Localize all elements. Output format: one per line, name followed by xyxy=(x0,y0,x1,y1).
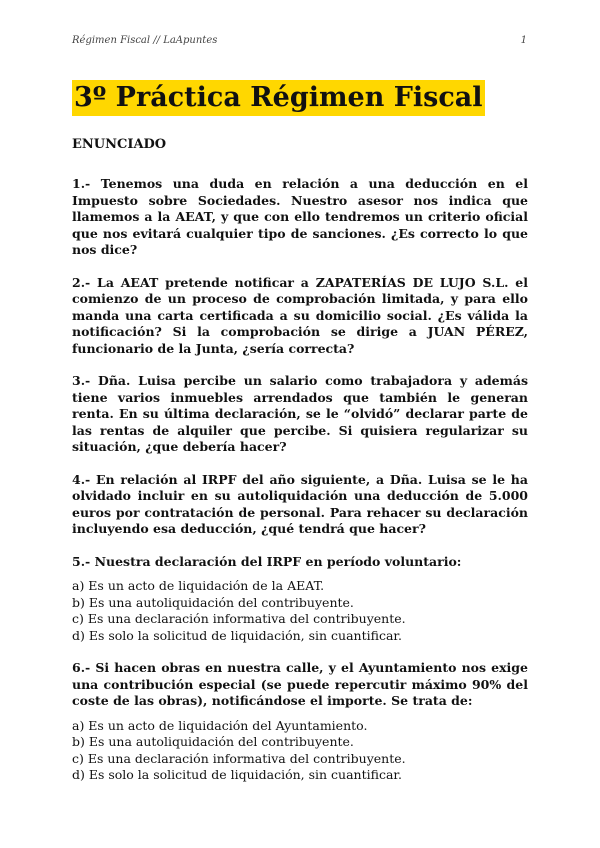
section-heading: ENUNCIADO xyxy=(72,137,167,152)
option-item: b) Es una autoliquidación del contribuyente. xyxy=(72,734,354,749)
document-title: 3º Práctica Régimen Fiscal xyxy=(72,80,485,116)
question-4: 4.- En relación al IRPF del año siguiente, a Dña. Luisa se le ha olvidado incluir en su autoliquidación una deducción de 5.000 euros por contratación de personal. Para rehacer su declaración incluyendo esa deducción, ¿qué tendrá que hacer? xyxy=(72,471,528,536)
option-item: a) Es un acto de liquidación de la AEAT. xyxy=(72,578,325,593)
question-6: 6.- Si hacen obras en nuestra calle, y el Ayuntamiento nos exige una contribución especial (se puede repercutir máximo 90% del coste de las obras), notificándose el importe. Se trata de: xyxy=(72,660,528,708)
running-header xyxy=(72,35,527,46)
question-5: 5.- Nuestra declaración del IRPF en período voluntario: xyxy=(72,553,462,569)
question-2: 2.- La AEAT pretende notificar a ZAPATERÍAS DE LUJO S.L. el comienzo de un proceso de comprobación limitada, y para ello manda una carta certificada a su domicilio social. ¿Es válida la notificación? Si la comprobación se dirige a JUAN PÉREZ, funcionario de la Junta, ¿sería correcta? xyxy=(72,274,528,356)
question-5-options xyxy=(72,578,528,644)
question-6-options xyxy=(72,718,528,784)
title-wrapper xyxy=(72,80,485,116)
option-item: d) Es solo la solicitud de liquidación, sin cuantificar. xyxy=(72,627,402,643)
option-item: a) Es un acto de liquidación del Ayuntamiento. xyxy=(72,717,368,733)
page-number: 1 xyxy=(520,35,527,46)
option-item: c) Es una declaración informativa del contribuyente. xyxy=(72,611,406,626)
question-3: 3.- Dña. Luisa percibe un salario como trabajadora y además tiene varios inmuebles arrendados que también le generan renta. En su última declaración, se le “olvidó” declarar parte de las rentas de alquiler que percibe. Si quisiera regularizar su situación, ¿que debería hacer? xyxy=(72,373,528,454)
header-text: Régimen Fiscal // LaApuntes xyxy=(72,35,218,46)
option-item: b) Es una autoliquidación del contribuyente. xyxy=(72,594,354,610)
option-item: d) Es solo la solicitud de liquidación, sin cuantificar. xyxy=(72,767,402,782)
document-body xyxy=(72,137,528,800)
option-item: c) Es una declaración informativa del contribuyente. xyxy=(72,750,406,766)
question-1: 1.- Tenemos una duda en relación a una deducción en el Impuesto sobre Sociedades. Nuestro asesor nos indica que llamemos a la AEAT, y que con ello tendremos un criterio oficial que nos evitará cualquier tipo de sanciones. ¿Es correcto lo que nos dice? xyxy=(72,176,528,257)
